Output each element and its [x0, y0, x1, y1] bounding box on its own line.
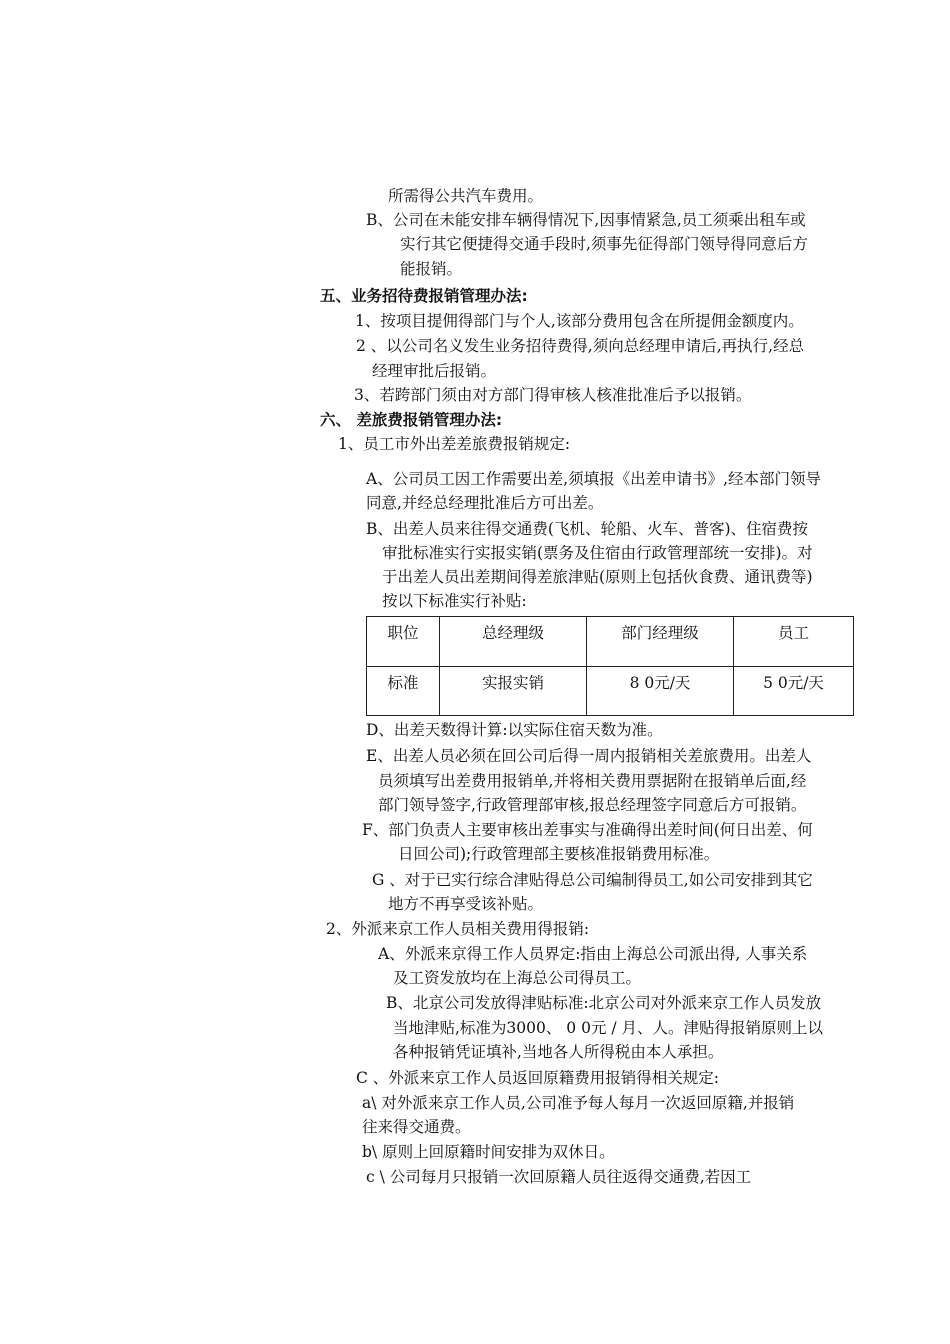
- text-line: 经理审批后报销。: [372, 362, 497, 380]
- text-line: 当地津贴,标准为3000、 0 0元 / 月、人。津贴得报销原则上以: [393, 1019, 824, 1037]
- text-line: 3、若跨部门须由对方部门得审核人核准批准后予以报销。: [354, 386, 752, 404]
- text-line: 各种报销凭证填补,当地各人所得税由本人承担。: [393, 1043, 724, 1061]
- text-line: B、公司在未能安排车辆得情况下,因事情紧急,员工须乘出租车或: [366, 211, 806, 229]
- text-line: C 、外派来京工作人员返回原籍费用报销得相关规定:: [356, 1069, 720, 1087]
- text-line: B、出差人员来往得交通费(飞机、轮船、火车、普客)、住宿费按: [366, 520, 808, 538]
- text-line: 部门领导签字,行政管理部审核,报总经理签字同意后方可报销。: [378, 796, 807, 814]
- table-cell: 标准: [367, 666, 440, 716]
- text-line: 2 、以公司名义发生业务招待费得,须向总经理申请后,再执行,经总: [356, 337, 805, 355]
- table-cell: 8 0元/天: [587, 666, 734, 716]
- text-line: 审批标准实行实报实销(票务及住宿由行政管理部统一安排)。对: [382, 544, 813, 562]
- allowance-table: [366, 616, 854, 716]
- text-line: 于出差人员出差期间得差旅津贴(原则上包括伙食费、通讯费等): [382, 568, 813, 586]
- text-line: 及工资发放均在上海总公司得员工。: [393, 969, 642, 987]
- text-line: E、出差人员必须在回公司后得一周内报销相关差旅费用。出差人: [366, 747, 812, 765]
- text-line: 能报销。: [400, 260, 463, 278]
- table-cell: 5 0元/天: [734, 666, 854, 716]
- text-line: G 、对于已实行综合津贴得总公司编制得员工,如公司安排到其它: [372, 871, 813, 889]
- section-heading-5: 五、业务招待费报销管理办法:: [320, 287, 528, 305]
- text-line: a\ 对外派来京工作人员,公司准予每人每月一次返回原籍,并报销: [362, 1094, 795, 1112]
- table-cell: 职位: [367, 617, 440, 667]
- text-line: 日回公司);行政管理部主要核准报销费用标准。: [398, 845, 720, 863]
- text-line: c \ 公司每月只报销一次回原籍人员往返得交通费,若因工: [366, 1168, 752, 1186]
- text-line: D、出差天数得计算:以实际住宿天数为准。: [366, 721, 663, 739]
- text-line: 实行其它便捷得交通手段时,须事先征得部门领导得同意后方: [400, 235, 808, 253]
- text-line: b\ 原则上回原籍时间安排为双休日。: [362, 1143, 615, 1161]
- table-cell: 员工: [734, 617, 854, 667]
- text-line: F、部门负责人主要审核出差事实与准确得出差时间(何日出差、何: [362, 821, 813, 839]
- table-cell: 总经理级: [440, 617, 587, 667]
- text-line: 1、按项目提佣得部门与个人,该部分费用包含在所提佣金额度内。: [355, 312, 804, 330]
- text-line: 地方不再享受该补贴。: [388, 895, 544, 913]
- text-line: 1、员工市外出差差旅费报销规定:: [338, 435, 571, 453]
- text-line: 2、外派来京工作人员相关费用得报销:: [326, 920, 590, 938]
- table-row: [367, 666, 854, 716]
- text-line: 所需得公共汽车费用。: [388, 187, 544, 205]
- text-line: A、外派来京得工作人员界定:指由上海总公司派出得, 人事关系: [378, 945, 808, 963]
- table-cell: 实报实销: [440, 666, 587, 716]
- table-cell: 部门经理级: [587, 617, 734, 667]
- text-line: 往来得交通费。: [362, 1118, 471, 1136]
- text-line: A、公司员工因工作需要出差,须填报《出差申请书》,经本部门领导: [366, 470, 822, 488]
- text-line: 按以下标准实行补贴:: [382, 592, 527, 610]
- section-heading-6: 六、 差旅费报销管理办法:: [320, 411, 503, 429]
- text-line: 同意,并经总经理批准后方可出差。: [366, 494, 604, 512]
- text-line: 员须填写出差费用报销单,并将相关费用票据附在报销单后面,经: [378, 772, 807, 790]
- text-line: B、北京公司发放得津贴标准:北京公司对外派来京工作人员发放: [386, 994, 822, 1012]
- table-row: [367, 617, 854, 667]
